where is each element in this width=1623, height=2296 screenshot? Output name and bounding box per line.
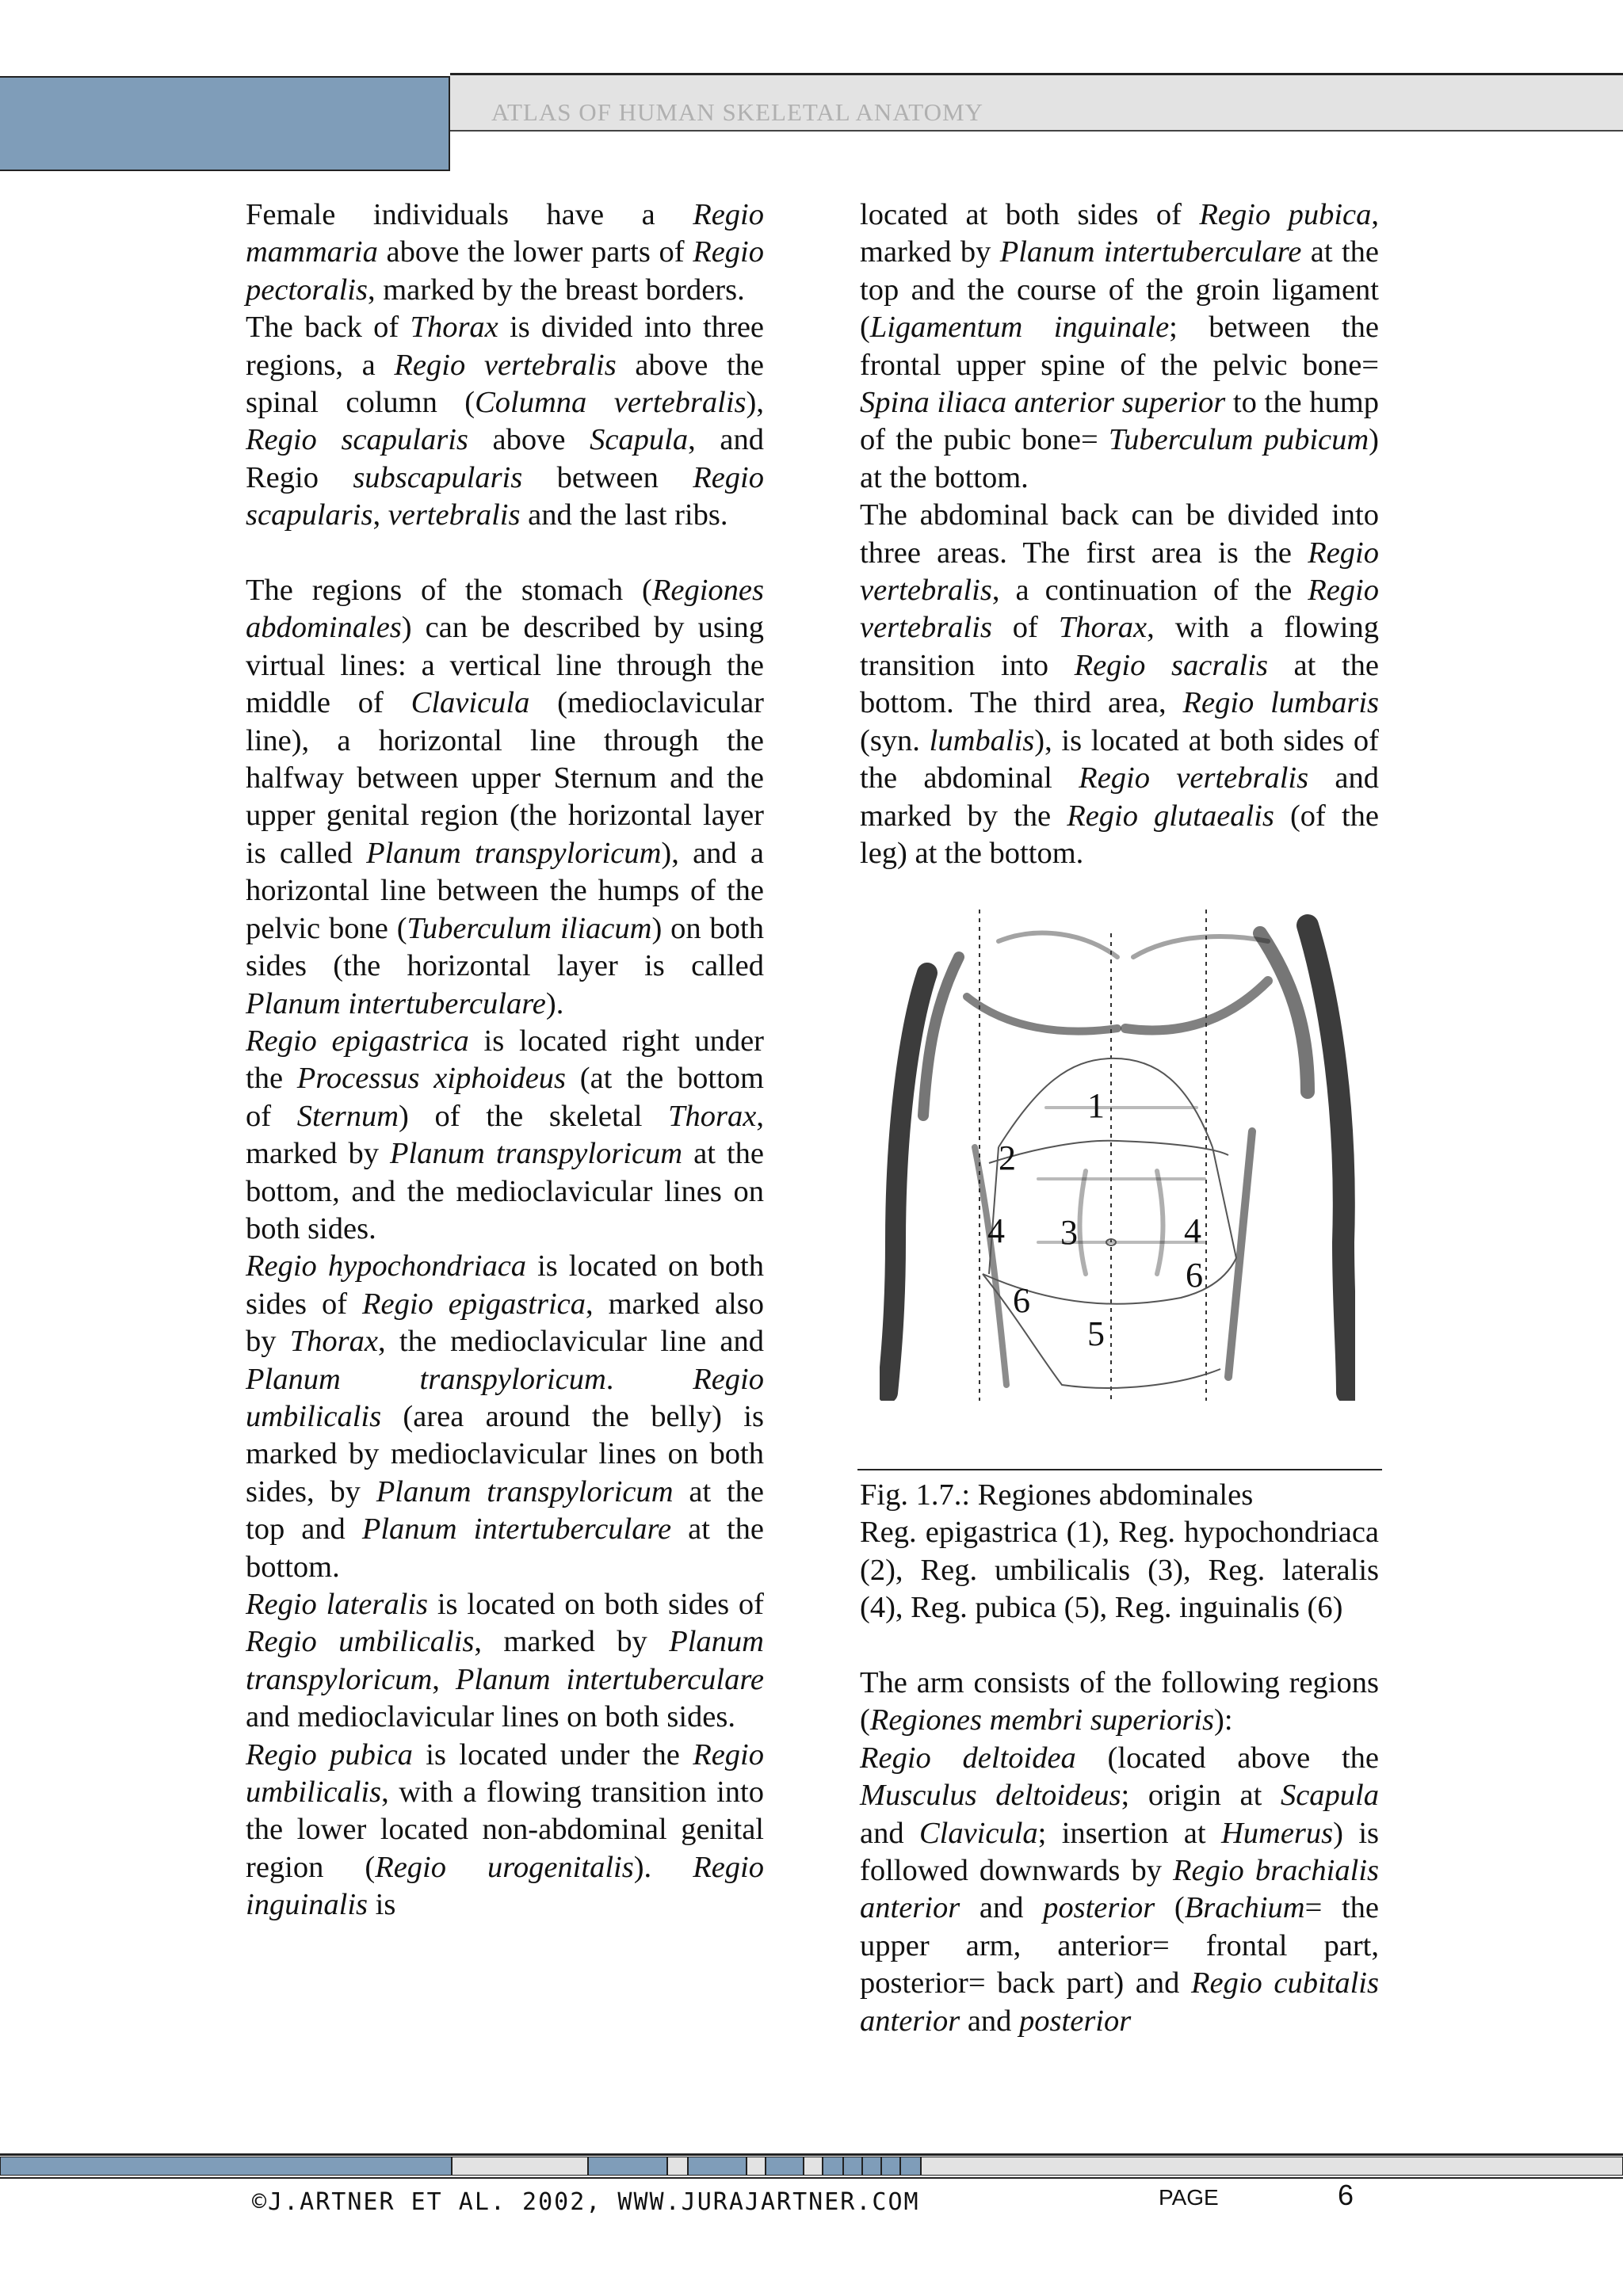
text: above: [468, 423, 590, 457]
footer-block: [747, 2157, 766, 2176]
region-label: 6: [1186, 1256, 1203, 1295]
paragraph-pubica: [246, 1737, 764, 1924]
text: is: [368, 1888, 396, 1922]
text: and: [860, 1816, 919, 1850]
paragraph-hypochondriaca: [246, 1248, 764, 1586]
footer-block: [881, 2157, 900, 2176]
right-column: [860, 196, 1379, 872]
italic-term: Regio epigastrica: [361, 1287, 586, 1321]
italic-term: Regio pubica: [246, 1737, 413, 1772]
region-label: 4: [1184, 1211, 1201, 1250]
italic-term: Processus xiphoideus: [296, 1062, 567, 1096]
italic-term: Spina iliaca anterior superior: [860, 386, 1226, 420]
text: (located above the: [1075, 1741, 1379, 1775]
text: and medioclavicular lines on both sides.: [246, 1700, 735, 1734]
text: (area around the belly) is marked by medioclavicular lines on both sides, by: [246, 1399, 764, 1508]
italic-term: Planum intertuberculare: [246, 986, 546, 1020]
italic-term: Regiones abdominales: [246, 574, 764, 645]
italic-term: Tuberculum pubicum: [1108, 423, 1369, 457]
text: (medioclavicular line), a horizontal line through the halfway between upper Sternum and the upper genital region (the horizontal layer is called: [246, 686, 764, 870]
paragraph-gap: [246, 535, 764, 572]
text: is located right under the: [246, 1024, 764, 1096]
text: ; insertion at: [1037, 1816, 1221, 1850]
paragraph-mammaria: [246, 196, 764, 309]
italic-term: posterior: [1019, 2004, 1132, 2038]
text: , with a flowing transition into the lower located non-abdominal genital region (: [246, 1775, 764, 1884]
footer-block: [862, 2157, 881, 2176]
left-column: [246, 196, 764, 1924]
text: ) on both sides (the horizontal layer is called: [246, 911, 764, 983]
text: at the top and: [246, 1474, 764, 1547]
italic-term: Columna vertebralis: [475, 386, 747, 420]
abdominal-regions-figure: [880, 910, 1355, 1401]
italic-term: Thorax: [1058, 611, 1148, 645]
text: at the bottom.: [246, 1512, 764, 1584]
italic-term: Sternum: [296, 1099, 399, 1133]
italic-term: Planum intertuberculare: [361, 1512, 672, 1547]
text: at the bottom. The third area,: [860, 648, 1380, 720]
text: = the upper arm, anterior= frontal part, posterior= back part) and: [860, 1891, 1380, 2000]
text: , and Regio: [246, 423, 764, 494]
region-label: 6: [1013, 1281, 1030, 1320]
italic-term: Regio scapularis: [246, 460, 764, 532]
italic-term: Ligamentum inguinale: [869, 311, 1170, 345]
paragraph-epigastrica: [246, 1023, 764, 1248]
text: ; origin at: [1121, 1779, 1281, 1813]
header-title: ATLAS OF HUMAN SKELETAL ANATOMY: [491, 98, 983, 126]
italic-term: Scapula: [590, 423, 689, 457]
paragraph-thorax-back: [246, 309, 764, 534]
text: between: [522, 460, 693, 494]
italic-term: vertebralis: [388, 498, 521, 532]
italic-term: Planum intertuberculare: [999, 235, 1302, 269]
text: above the lower parts of: [377, 235, 693, 269]
italic-term: Planum intertuberculare: [455, 1662, 764, 1696]
text: ), and a horizontal line between the humps of the pelvic bone (: [246, 836, 765, 945]
italic-term: Regio deltoidea: [860, 1741, 1076, 1775]
text: (of the leg) at the bottom.: [860, 799, 1379, 870]
text: is located on both sides of: [428, 1588, 764, 1622]
italic-term: Regio brachialis anterior: [860, 1854, 1379, 1925]
text: The arm consists of the following regions (: [860, 1666, 1379, 1737]
italic-term: Clavicula: [411, 686, 530, 720]
paragraph-gap: [860, 1627, 1379, 1665]
text: , a continuation of the: [991, 574, 1308, 608]
paragraph-deltoidea: [860, 1740, 1379, 2040]
text: ) is followed downwards by: [860, 1816, 1380, 1888]
text: (: [1155, 1891, 1185, 1925]
italic-term: Planum transpyloricum: [376, 1474, 674, 1508]
torso-illustration: [880, 910, 1355, 1401]
footer-block: [804, 2157, 823, 2176]
paragraph-abdominal-back: [860, 497, 1379, 872]
footer-page-label: PAGE: [1159, 2185, 1219, 2210]
text: The abdominal back can be divided into three areas. The first area is the: [860, 498, 1379, 570]
paragraph-abdominal-regions: [246, 572, 764, 1023]
italic-term: Regio scapularis: [246, 423, 468, 457]
text: is divided into three regions, a: [246, 311, 764, 382]
footer-block: [588, 2157, 667, 2176]
text: ,: [372, 498, 388, 532]
text: , with a flowing transition into: [860, 611, 1379, 682]
italic-term: Scapula: [1280, 1779, 1379, 1813]
italic-term: Regio vertebralis: [860, 536, 1379, 608]
caption-text: Reg. epigastrica (1), Reg. hypochondriaca (2), Reg. umbilicalis (3), Reg. lateralis (4), Reg. pubica (5), Reg. inguinalis (6): [860, 1516, 1379, 1625]
footer-block: [843, 2157, 862, 2176]
italic-term: Regio vertebralis: [394, 348, 617, 382]
text: , marked by: [474, 1625, 670, 1659]
text: ) of the skeletal: [399, 1099, 669, 1133]
italic-term: Regio vertebralis: [860, 574, 1379, 645]
footer-block: [766, 2157, 804, 2176]
italic-term: Regio umbilicalis: [246, 1362, 764, 1433]
italic-term: Planum transpyloricum: [246, 1625, 764, 1696]
region-label: 5: [1087, 1314, 1105, 1353]
footer-block: [667, 2157, 688, 2176]
text: and the last ribs.: [520, 498, 728, 532]
text: , marked by: [246, 1099, 764, 1171]
text: (syn.: [860, 723, 930, 757]
text: ):: [1214, 1703, 1233, 1737]
italic-term: Regio sacralis: [1074, 648, 1268, 682]
italic-term: Regio glutaealis: [1067, 799, 1274, 833]
text: and marked by the: [860, 761, 1379, 833]
text: ).: [545, 986, 564, 1020]
text: ; between the frontal upper spine of the pelvic bone=: [860, 311, 1379, 382]
caption-title: Fig. 1.7.: Regiones abdominales: [860, 1478, 1254, 1512]
italic-term: Planum transpyloricum: [246, 1362, 606, 1396]
italic-term: Planum transpyloricum: [390, 1137, 683, 1171]
footer-page-number: 6: [1338, 2179, 1354, 2211]
italic-term: Regio lumbaris: [1182, 686, 1379, 720]
italic-term: Regio umbilicalis: [246, 1737, 764, 1810]
italic-term: Thorax: [410, 311, 498, 345]
text: and: [960, 2004, 1020, 2038]
text: ,: [432, 1662, 456, 1696]
italic-term: Planum transpyloricum: [366, 836, 662, 870]
italic-term: Regio hypochondriaca: [246, 1249, 527, 1283]
text: ), is located at both sides of the abdominal: [860, 723, 1379, 795]
region-label: 4: [987, 1211, 1005, 1250]
italic-term: Regio pectoralis: [246, 235, 764, 307]
text: ).: [633, 1850, 693, 1884]
text: Female individuals have a: [246, 198, 693, 231]
italic-term: Clavicula: [918, 1816, 1038, 1850]
text: .: [605, 1362, 693, 1396]
paragraph-lateralis: [246, 1586, 764, 1737]
footer-block: [921, 2157, 1623, 2176]
italic-term: Tuberculum iliacum: [407, 911, 652, 945]
text: , marked by: [860, 198, 1379, 269]
italic-term: Regio lateralis: [246, 1588, 428, 1622]
text: ) at the bottom.: [860, 423, 1379, 494]
italic-term: Humerus: [1220, 1816, 1334, 1850]
figure-caption: [860, 1477, 1379, 2040]
region-label: 1: [1087, 1086, 1105, 1125]
footer-rule-top: [0, 2153, 1623, 2156]
text: , marked also by: [246, 1287, 764, 1359]
italic-term: Regio cubitalis anterior: [860, 1966, 1379, 2038]
text: of: [991, 611, 1059, 645]
text: at the top and the course of the groin ligament (: [860, 235, 1379, 345]
text: and: [960, 1891, 1044, 1925]
text: ),: [746, 386, 764, 420]
italic-term: lumbalis: [929, 723, 1035, 757]
paragraph-arm-regions: [860, 1665, 1379, 1740]
footer-rule-bottom: [0, 2177, 1623, 2179]
text: is located under the: [412, 1737, 693, 1772]
header-color-block: [0, 76, 450, 171]
text: , marked by the breast borders.: [367, 273, 745, 307]
footer-block: [823, 2157, 843, 2176]
footer-copyright: ©J.ARTNER ET AL. 2002, WWW.JURAJARTNER.COM: [252, 2188, 920, 2216]
paragraph-inguinalis-cont: [860, 196, 1379, 497]
text: to the hump of the pubic bone=: [860, 386, 1379, 457]
italic-term: posterior: [1043, 1891, 1155, 1925]
footer-block: [0, 2157, 452, 2176]
italic-term: Brachium: [1184, 1891, 1305, 1925]
region-label: 2: [999, 1138, 1016, 1177]
footer-block: [452, 2157, 588, 2176]
italic-term: Regiones membri superioris: [869, 1703, 1214, 1737]
italic-term: Regio epigastrica: [246, 1024, 469, 1058]
text: The back of: [246, 311, 411, 345]
footer-block: [900, 2157, 921, 2176]
footer-block: [688, 2157, 747, 2176]
text: is located on both sides of: [246, 1249, 764, 1321]
italic-term: Regio pubica: [1199, 198, 1372, 231]
italic-term: Regio inguinalis: [246, 1850, 764, 1922]
italic-term: Thorax: [289, 1325, 378, 1359]
italic-term: subscapularis: [353, 460, 523, 494]
text: at the bottom, and the medioclavicular lines on both sides.: [246, 1137, 764, 1245]
text: ) can be described by using virtual lines: a vertical line through the middle of: [246, 611, 764, 720]
text: The regions of the stomach (: [246, 574, 652, 608]
region-label: 3: [1060, 1213, 1078, 1252]
italic-term: Regio urogenitalis: [375, 1850, 634, 1884]
italic-term: Regio umbilicalis: [246, 1625, 475, 1659]
text: (at the bottom of: [246, 1062, 764, 1133]
italic-term: Regio mammaria: [246, 198, 764, 269]
text: above the spinal column (: [246, 348, 764, 420]
italic-term: Thorax: [668, 1099, 757, 1133]
text: , the medioclavicular line and: [378, 1325, 764, 1359]
caption-divider: [857, 1469, 1382, 1470]
italic-term: Regio vertebralis: [1079, 761, 1309, 795]
italic-term: Musculus deltoideus: [860, 1779, 1121, 1813]
text: located at both sides of: [860, 198, 1200, 231]
